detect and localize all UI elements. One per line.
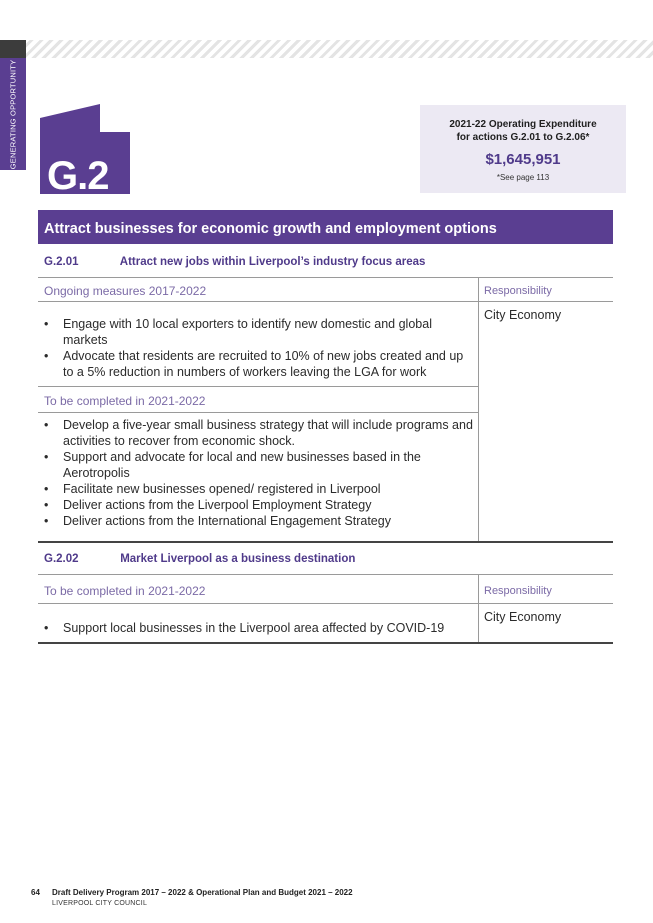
budget-box <box>420 105 626 193</box>
decorative-stripe-band <box>0 40 653 58</box>
responsibility-value: City Economy <box>484 610 562 624</box>
side-tab-label: GENERATING OPPORTUNITY <box>8 59 18 169</box>
list-item: • Develop a five-year small business strategy that will include programs and activities to recover from economic shock. <box>44 417 474 449</box>
table-divider <box>38 412 478 413</box>
complete-header: To be completed in 2021-2022 <box>44 584 206 598</box>
budget-amount: $1,645,951 <box>485 151 561 168</box>
budget-title-line2: for actions G.2.01 to G.2.06* <box>456 132 590 143</box>
list-item: • Support and advocate for local and new businesses based in the Aerotropolis <box>44 449 474 481</box>
code-block <box>40 104 130 198</box>
table-divider <box>38 603 613 604</box>
section-header: Attract businesses for economic growth and employment options <box>38 210 613 244</box>
column-divider <box>478 574 479 642</box>
action-heading <box>44 256 425 268</box>
list-item: • Advocate that residents are recruited to 10% of new jobs created and up to a 5% reduction in numbers of workers leaving the LGA for work <box>44 348 474 380</box>
table-divider <box>38 574 613 575</box>
table-divider <box>38 386 478 387</box>
table-divider <box>38 301 613 302</box>
action-title: Attract new jobs within Liverpool’s industry focus areas <box>119 256 426 268</box>
list-item: • Deliver actions from the International Engagement Strategy <box>44 513 474 529</box>
side-tab-label-wrap <box>0 58 26 170</box>
action-code: G.2.01 <box>44 256 79 268</box>
footer-org: LIVERPOOL CITY COUNCIL <box>52 900 148 907</box>
ongoing-header: Ongoing measures 2017-2022 <box>44 284 207 298</box>
list-item: • Facilitate new businesses opened/ registered in Liverpool <box>44 481 474 497</box>
ongoing-list <box>44 316 474 380</box>
table-bottom-border <box>38 541 613 543</box>
footer-title: Draft Delivery Program 2017 – 2022 & Operational Plan and Budget 2021 – 2022 <box>52 888 353 897</box>
list-item: • Support local businesses in the Liverpool area affected by COVID-19 <box>44 620 474 636</box>
table-bottom-border <box>38 642 613 644</box>
action-title: Market Liverpool as a business destination <box>120 553 356 565</box>
action-code: G.2.02 <box>44 553 79 565</box>
list-item: • Deliver actions from the Liverpool Employment Strategy <box>44 497 474 513</box>
complete-list <box>44 620 474 636</box>
budget-note: *See page 113 <box>496 173 550 182</box>
complete-header: To be completed in 2021-2022 <box>44 394 206 408</box>
code-label: G.2 <box>47 154 109 198</box>
budget-title <box>420 118 626 144</box>
responsibility-header: Responsibility <box>484 585 552 597</box>
responsibility-value: City Economy <box>484 308 562 322</box>
column-divider <box>478 277 479 542</box>
table-divider <box>38 277 613 278</box>
complete-list <box>44 417 474 529</box>
page-number: 64 <box>31 888 40 897</box>
action-heading <box>44 553 355 565</box>
budget-title-line1: 2021-22 Operating Expenditure <box>449 119 597 130</box>
list-item: • Engage with 10 local exporters to identify new domestic and global markets <box>44 316 474 348</box>
responsibility-header: Responsibility <box>484 285 552 297</box>
top-corner-block <box>0 40 26 58</box>
